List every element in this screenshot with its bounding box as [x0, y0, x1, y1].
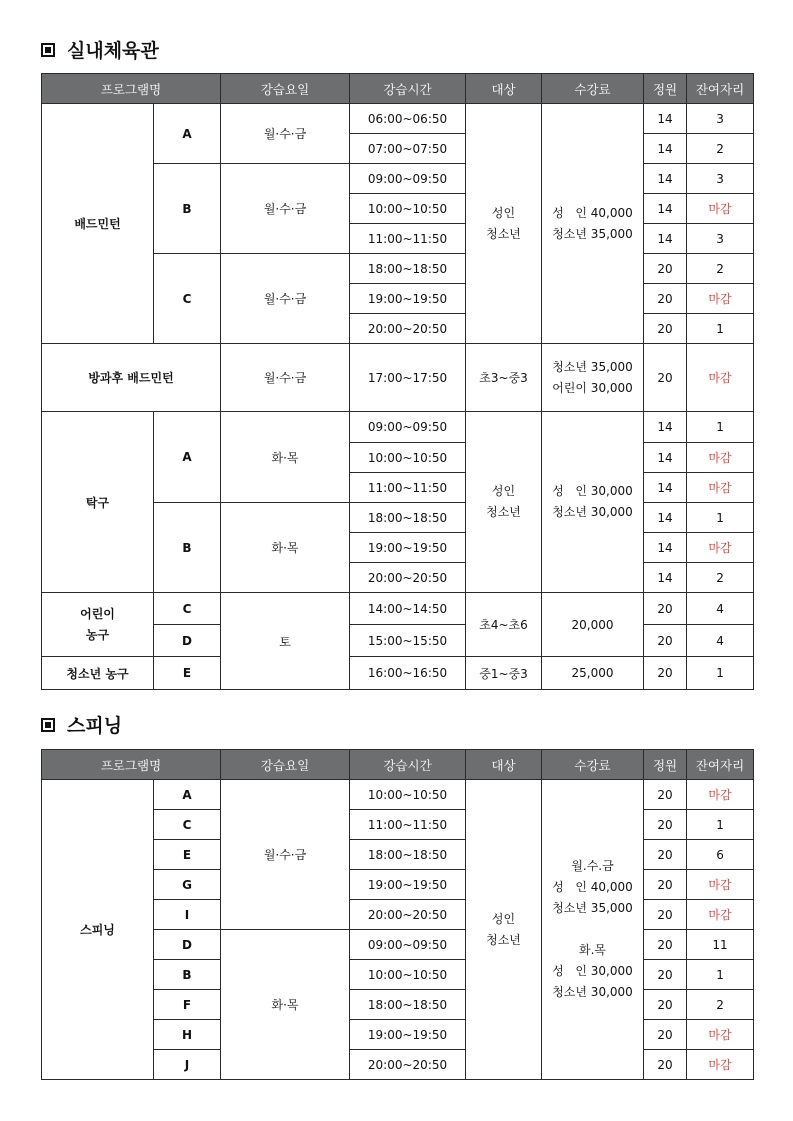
- fee-line: 성 인 30,000: [552, 964, 633, 978]
- fee-line: 청소년 35,000: [552, 226, 633, 241]
- class-time: 11:00~11:50: [350, 224, 466, 254]
- header-days: 강습요일: [221, 750, 350, 780]
- header-time: 강습시간: [350, 750, 466, 780]
- program-name: 배드민턴: [42, 104, 154, 344]
- header-fee: 수강료: [542, 74, 644, 104]
- table-header-row: [42, 750, 754, 780]
- header-time: 강습시간: [350, 74, 466, 104]
- program-name: 스피닝: [42, 780, 154, 1080]
- class-code: C: [154, 254, 221, 344]
- fee-cell: [542, 412, 644, 593]
- class-time: 19:00~19:50: [350, 284, 466, 314]
- remaining: 2: [687, 563, 754, 593]
- class-time: 18:00~18:50: [350, 503, 466, 533]
- capacity: 14: [644, 164, 687, 194]
- fee-line: [542, 919, 643, 940]
- class-code: J: [154, 1050, 221, 1080]
- program-name: 탁구: [42, 412, 154, 593]
- table-row: [42, 593, 754, 625]
- capacity: 14: [644, 533, 687, 563]
- header-capacity: 정원: [644, 74, 687, 104]
- class-time: 16:00~16:50: [350, 657, 466, 690]
- class-time: 10:00~10:50: [350, 960, 466, 990]
- target-cell: [466, 104, 542, 344]
- capacity: 20: [644, 593, 687, 625]
- section-title-indoor-gym: [41, 36, 159, 63]
- remaining-closed: 마감: [687, 473, 754, 503]
- class-days: 월·수·금: [221, 164, 350, 254]
- class-code: B: [154, 503, 221, 593]
- class-time: 09:00~09:50: [350, 930, 466, 960]
- capacity: 20: [644, 625, 687, 657]
- capacity: 14: [644, 503, 687, 533]
- class-code: I: [154, 900, 221, 930]
- table-row: [42, 657, 754, 690]
- capacity: 14: [644, 473, 687, 503]
- class-time: 10:00~10:50: [350, 780, 466, 810]
- remaining: 3: [687, 164, 754, 194]
- header-remaining: 잔여자리: [687, 74, 754, 104]
- class-code: E: [154, 840, 221, 870]
- class-time: 11:00~11:50: [350, 810, 466, 840]
- header-program: 프로그램명: [42, 74, 221, 104]
- remaining: 2: [687, 990, 754, 1020]
- fee-line: 성 인 40,000: [552, 880, 633, 894]
- target-line: 성인: [491, 484, 516, 498]
- class-time: 20:00~20:50: [350, 900, 466, 930]
- remaining-closed: 마감: [687, 1050, 754, 1080]
- fee-line: 청소년 30,000: [552, 985, 633, 999]
- fee-line: 청소년 30,000: [552, 505, 633, 519]
- class-time: 09:00~09:50: [350, 164, 466, 194]
- program-name-line: 어린이: [80, 606, 115, 621]
- capacity: 20: [644, 1050, 687, 1080]
- fee-cell: [542, 344, 644, 412]
- capacity: 20: [644, 1020, 687, 1050]
- remaining: 1: [687, 657, 754, 690]
- capacity: 20: [644, 990, 687, 1020]
- capacity: 14: [644, 194, 687, 224]
- remaining-closed: 마감: [687, 284, 754, 314]
- program-name: [42, 593, 154, 657]
- capacity: 20: [644, 810, 687, 840]
- target-cell: [466, 412, 542, 593]
- remaining: 3: [687, 104, 754, 134]
- class-time: 18:00~18:50: [350, 840, 466, 870]
- class-time: 19:00~19:50: [350, 533, 466, 563]
- fee-line: 성 인 30,000: [552, 484, 633, 498]
- class-time: 19:00~19:50: [350, 870, 466, 900]
- remaining-closed: 마감: [687, 194, 754, 224]
- remaining-closed: 마감: [687, 780, 754, 810]
- fee-line: 화.목: [579, 943, 607, 957]
- class-time: 20:00~20:50: [350, 563, 466, 593]
- capacity: 20: [644, 344, 687, 412]
- fee-line: 청소년 35,000: [552, 901, 633, 915]
- class-time: 19:00~19:50: [350, 1020, 466, 1050]
- capacity: 14: [644, 443, 687, 473]
- class-code: A: [154, 104, 221, 164]
- program-name: 방과후 배드민턴: [42, 344, 221, 412]
- class-days: 화·목: [221, 503, 350, 593]
- fee-line: 월.수.금: [571, 859, 614, 873]
- remaining: 11: [687, 930, 754, 960]
- header-remaining: 잔여자리: [687, 750, 754, 780]
- header-target: 대상: [466, 74, 542, 104]
- remaining: 4: [687, 593, 754, 625]
- target-line: 청소년: [486, 226, 521, 241]
- remaining: 1: [687, 412, 754, 443]
- class-code: E: [154, 657, 221, 690]
- remaining-closed: 마감: [687, 533, 754, 563]
- remaining-closed: 마감: [687, 870, 754, 900]
- class-time: 11:00~11:50: [350, 473, 466, 503]
- class-code: C: [154, 810, 221, 840]
- fee-line: 청소년 35,000: [552, 359, 633, 374]
- capacity: 14: [644, 134, 687, 164]
- class-days: 월·수·금: [221, 344, 350, 412]
- target-cell: 초3~중3: [466, 344, 542, 412]
- capacity: 20: [644, 657, 687, 690]
- remaining: 3: [687, 224, 754, 254]
- class-time: 20:00~20:50: [350, 314, 466, 344]
- class-code: G: [154, 870, 221, 900]
- capacity: 20: [644, 284, 687, 314]
- target-line: 성인: [491, 205, 516, 220]
- remaining: 2: [687, 134, 754, 164]
- class-days: 월·수·금: [221, 254, 350, 344]
- remaining: 1: [687, 503, 754, 533]
- capacity: 20: [644, 314, 687, 344]
- capacity: 20: [644, 840, 687, 870]
- square-bullet-icon: [41, 43, 55, 57]
- class-time: 10:00~10:50: [350, 443, 466, 473]
- capacity: 20: [644, 900, 687, 930]
- header-days: 강습요일: [221, 74, 350, 104]
- class-code: A: [154, 780, 221, 810]
- class-days: 월·수·금: [221, 780, 350, 930]
- fee-line: 성 인 40,000: [552, 205, 633, 220]
- remaining-closed: 마감: [687, 344, 754, 412]
- class-days: 화·목: [221, 412, 350, 503]
- target-cell: [466, 780, 542, 1080]
- remaining-closed: 마감: [687, 900, 754, 930]
- target-cell: 초4~초6: [466, 593, 542, 657]
- class-code: B: [154, 960, 221, 990]
- header-program: 프로그램명: [42, 750, 221, 780]
- remaining: 6: [687, 840, 754, 870]
- program-name-line: 농구: [85, 627, 110, 642]
- target-line: 성인: [491, 911, 516, 926]
- target-cell: 중1~중3: [466, 657, 542, 690]
- class-time: 07:00~07:50: [350, 134, 466, 164]
- header-target: 대상: [466, 750, 542, 780]
- fee-cell: [542, 104, 644, 344]
- class-time: 06:00~06:50: [350, 104, 466, 134]
- remaining: 4: [687, 625, 754, 657]
- class-time: 15:00~15:50: [350, 625, 466, 657]
- class-time: 18:00~18:50: [350, 254, 466, 284]
- remaining: 1: [687, 960, 754, 990]
- class-time: 18:00~18:50: [350, 990, 466, 1020]
- class-code: B: [154, 164, 221, 254]
- class-time: 17:00~17:50: [350, 344, 466, 412]
- target-line: 청소년: [486, 932, 521, 947]
- class-code: D: [154, 625, 221, 657]
- spinning-schedule-table: [41, 749, 754, 1080]
- header-capacity: 정원: [644, 750, 687, 780]
- target-line: 청소년: [486, 505, 521, 519]
- class-time: 14:00~14:50: [350, 593, 466, 625]
- fee-cell: [542, 780, 644, 1080]
- class-time: 10:00~10:50: [350, 194, 466, 224]
- class-code: C: [154, 593, 221, 625]
- remaining: 1: [687, 810, 754, 840]
- fee-cell: 20,000: [542, 593, 644, 657]
- capacity: 14: [644, 563, 687, 593]
- table-header-row: [42, 74, 754, 104]
- section-title-spinning: [41, 711, 122, 738]
- class-time: 09:00~09:50: [350, 412, 466, 443]
- table-row: [42, 780, 754, 810]
- remaining-closed: 마감: [687, 443, 754, 473]
- indoor-gym-schedule-table: [41, 73, 754, 690]
- class-days: 월·수·금: [221, 104, 350, 164]
- table-row: [42, 344, 754, 412]
- capacity: 20: [644, 870, 687, 900]
- capacity: 14: [644, 224, 687, 254]
- class-code: D: [154, 930, 221, 960]
- section-title-text: 실내체육관: [67, 40, 159, 62]
- remaining-closed: 마감: [687, 1020, 754, 1050]
- section-title-text: 스피닝: [67, 715, 123, 737]
- fee-cell: 25,000: [542, 657, 644, 690]
- fee-line: 어린이 30,000: [552, 380, 633, 395]
- remaining: 1: [687, 314, 754, 344]
- remaining: 2: [687, 254, 754, 284]
- capacity: 20: [644, 960, 687, 990]
- class-days: 토: [221, 593, 350, 690]
- capacity: 14: [644, 412, 687, 443]
- class-code: A: [154, 412, 221, 503]
- class-code: F: [154, 990, 221, 1020]
- class-time: 20:00~20:50: [350, 1050, 466, 1080]
- program-name: 청소년 농구: [42, 657, 154, 690]
- class-days: 화·목: [221, 930, 350, 1080]
- capacity: 20: [644, 254, 687, 284]
- header-fee: 수강료: [542, 750, 644, 780]
- square-bullet-icon: [41, 718, 55, 732]
- table-row: [42, 412, 754, 443]
- capacity: 20: [644, 780, 687, 810]
- capacity: 14: [644, 104, 687, 134]
- class-code: H: [154, 1020, 221, 1050]
- table-row: [42, 104, 754, 134]
- capacity: 20: [644, 930, 687, 960]
